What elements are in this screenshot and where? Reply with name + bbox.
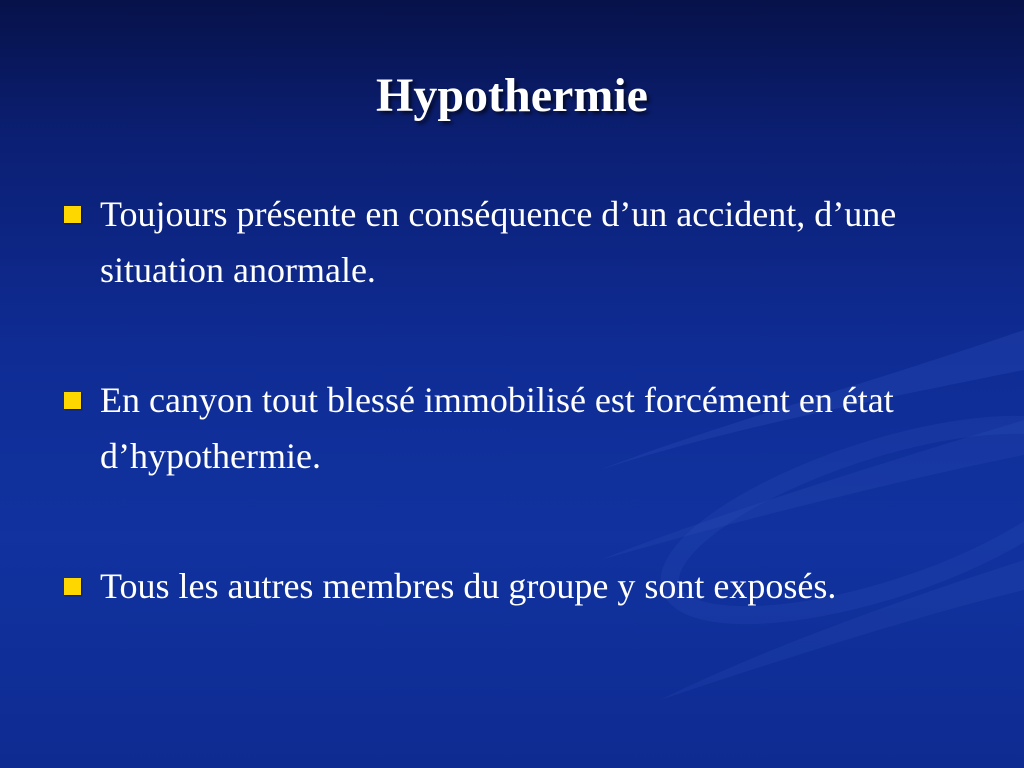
square-bullet-icon — [64, 206, 81, 223]
bullet-item — [64, 186, 964, 298]
bullet-list — [64, 186, 964, 614]
bullet-text: Toujours présente en conséquence d’un accident, d’une situation anormale. — [100, 194, 897, 290]
bullet-item — [64, 372, 964, 484]
slide-title: Hypothermie — [376, 69, 648, 122]
bullet-item — [64, 558, 964, 614]
square-bullet-icon — [64, 578, 81, 595]
bullet-text: En canyon tout blessé immobilisé est forcément en état d’hypothermie. — [100, 380, 894, 476]
bullet-text: Tous les autres membres du groupe y sont exposés. — [100, 566, 837, 606]
square-bullet-icon — [64, 392, 81, 409]
